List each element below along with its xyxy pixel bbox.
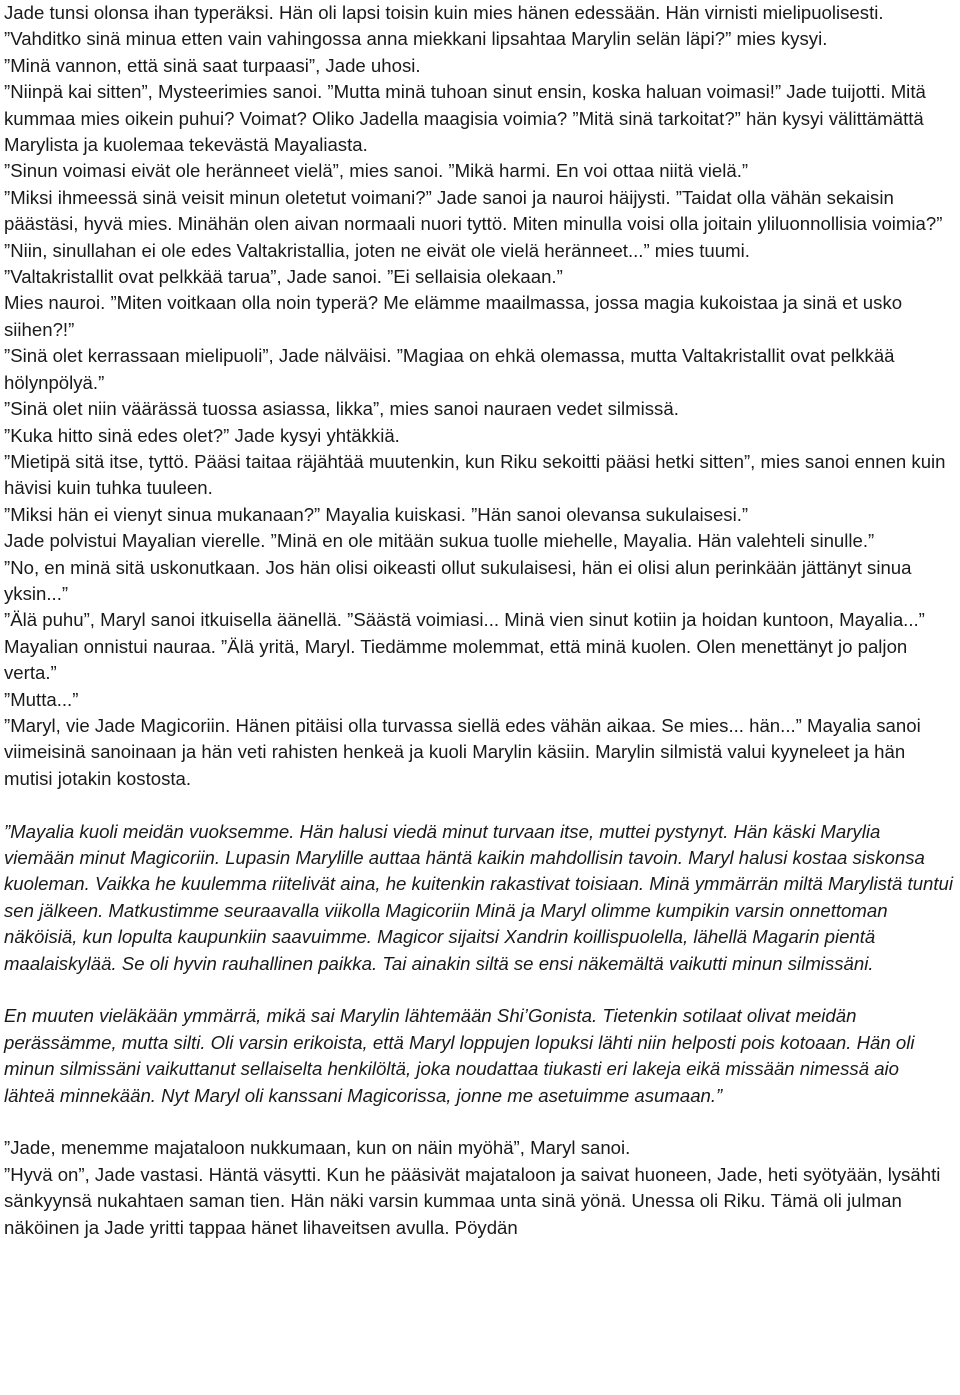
paragraph: ”Hyvä on”, Jade vastasi. Häntä väsytti. Kun he pääsivät majataloon ja saivat huoneen, Jade, heti syötyään, lysähti sänkyynsä nukahtaen saman tien. Hän näki varsin kummaa unta sinä yönä. Unessa oli Riku. Tämä oli julman näköinen ja Jade yritti tappaa hänet lihaveitsen avulla. Pöydän xyxy=(4,1163,941,1238)
paragraph: ”Sinä olet kerrassaan mielipuoli”, Jade nälväisi. ”Magiaa on ehkä olemassa, mutta Valtakristallit ovat pelkkää hölynpölyä.” xyxy=(4,345,895,393)
paragraph-gap xyxy=(4,1109,954,1135)
paragraph: ”Minä vannon, että sinä saat turpaasi”, Jade uhosi. xyxy=(4,54,421,76)
narration-section xyxy=(4,819,954,1109)
paragraph-gap xyxy=(4,977,954,1003)
paragraph: ”Niin, sinullahan ei ole edes Valtakristallia, joten ne eivät ole vielä heränneet...” mies tuumi. xyxy=(4,239,750,261)
paragraph: ”Jade, menemme majataloon nukkumaan, kun on näin myöhä”, Maryl sanoi. xyxy=(4,1137,631,1159)
closing-section xyxy=(4,1135,954,1241)
paragraph: ”Kuka hitto sinä edes olet?” Jade kysyi yhtäkkiä. xyxy=(4,424,400,446)
paragraph-gap xyxy=(4,792,954,818)
paragraph: ”Sinä olet niin väärässä tuossa asiassa, likka”, mies sanoi nauraen vedet silmissä. xyxy=(4,398,679,420)
paragraph: Mayalian onnistui nauraa. ”Älä yritä, Maryl. Tiedämme molemmat, että minä kuolen. Olen menettänyt jo paljon verta.” xyxy=(4,635,908,684)
paragraph: ”Miksi hän ei vienyt sinua mukanaan?” Mayalia kuiskasi. ”Hän sanoi olevansa sukulaisesi.” xyxy=(4,503,749,525)
paragraph: ”Älä puhu”, Maryl sanoi itkuisella äänellä. ”Säästä voimiasi... Minä vien sinut kotiin ja hoidan kuntoon, Mayalia...” xyxy=(4,609,925,631)
paragraph: ”No, en minä sitä uskonutkaan. Jos hän olisi oikeasti ollut sukulaisesi, hän ei olisi alun perinkään jättänyt sinua yksin...” xyxy=(4,556,912,604)
paragraph: ”Sinun voimasi eivät ole heränneet vielä”, mies sanoi. ”Mikä harmi. En voi ottaa niitä vielä.” xyxy=(4,160,749,182)
paragraph: ”Mutta...” xyxy=(4,688,79,710)
paragraph: Jade polvistui Mayalian vierelle. ”Minä en ole mitään sukua tuolle miehelle, Mayalia. Hän valehteli sinulle.” xyxy=(4,530,875,552)
paragraph: ”Miksi ihmeessä sinä veisit minun oletetut voimani?” Jade sanoi ja nauroi häijysti. ”Taidat olla vähän sekaisin päästäsi, hyvä mies. Minähän olen aivan normaali nuori tyttö. Miten minulla voisi olla joitain yliluonnollisia voimia?” xyxy=(4,186,943,235)
dialogue-section xyxy=(4,0,954,792)
paragraph: Mies nauroi. ”Miten voitkaan olla noin typerä? Me elämme maailmassa, jossa magia kukoistaa ja sinä et usko siihen?!” xyxy=(4,292,903,340)
italic-paragraph: En muuten vieläkään ymmärrä, mikä sai Marylin lähtemään Shi’Gonista. Tietenkin sotilaat olivat meidän perässämme, mutta silti. Oli varsin erikoista, että Maryl loppujen lopuksi lähti niin helposti pois kotoaan. Hän oli minun silmissäni vaikuttanut sellaiselta henkilöltä, joka noudattaa tiukasti eri lakeja eikä missään nimessä aio lähteä minnekään. Nyt Maryl oli kanssani Magicorissa, jonne me asetuimme asumaan.” xyxy=(4,1005,915,1106)
paragraph: ”Niinpä kai sitten”, Mysteerimies sanoi. ”Mutta minä tuhoan sinut ensin, koska haluan voimasi!” Jade tuijotti. Mitä kummaa mies oikein puhui? Voimat? Oliko Jadella maagisia voimia? ”Mitä sinä tarkoitat?” hän kysyi välittämättä Marylista ja kuolemaa tekevästä Mayaliasta. xyxy=(4,81,926,156)
paragraph: ”Maryl, vie Jade Magicoriin. Hänen pitäisi olla turvassa siellä edes vähän aikaa. Se mies... hän...” Mayalia sanoi viimeisinä sanoinaan ja hän veti rahisten henkeä ja kuoli Marylin käsiin. Marylin silmistä valui kyyneleet ja hän mutisi jotakin kostosta. xyxy=(4,714,921,789)
paragraph: ”Mietipä sitä itse, tyttö. Pääsi taitaa räjähtää muutenkin, kun Riku sekoitti pääsi hetki sitten”, mies sanoi ennen kuin hävisi kuin tuhka tuuleen. xyxy=(4,450,946,499)
paragraph: Jade tunsi olonsa ihan typeräksi. Hän oli lapsi toisin kuin mies hänen edessään. Hän virnisti mielipuolisesti. ”Vahditko sinä minua etten vain vahingossa anna miekkani lipsahtaa Marylin selän läpi?” mies kysyi. xyxy=(4,2,884,50)
paragraph: ”Valtakristallit ovat pelkkää tarua”, Jade sanoi. ”Ei sellaisia olekaan.” xyxy=(4,266,563,288)
italic-paragraph: ”Mayalia kuoli meidän vuoksemme. Hän halusi viedä minut turvaan itse, muttei pystynyt. Hän käski Marylia viemään minut Magicoriin. Lupasin Marylille auttaa häntä kaikin mahdollisin tavoin. Maryl halusi kostaa siskonsa kuoleman. Vaikka he kuulemma riitelivät aina, he kuitenkin rakastivat toisiaan. Minä ymmärrän miltä Marylistä tuntui sen jälkeen. Matkustimme seuraavalla viikolla Magicoriin Minä ja Maryl olimme kumpikin varsin onnettoman näköisiä, kun lopulta kaupunkiin saavuimme. Magicor sijaitsi Xandrin koillispuolella, lähellä Magarin pientä maalaiskylää. Se oli hyvin rauhallinen paikka. Tai ainakin siltä se ensi näkemältä vaikutti minun silmissäni. xyxy=(4,820,954,974)
document-page xyxy=(4,0,954,1241)
